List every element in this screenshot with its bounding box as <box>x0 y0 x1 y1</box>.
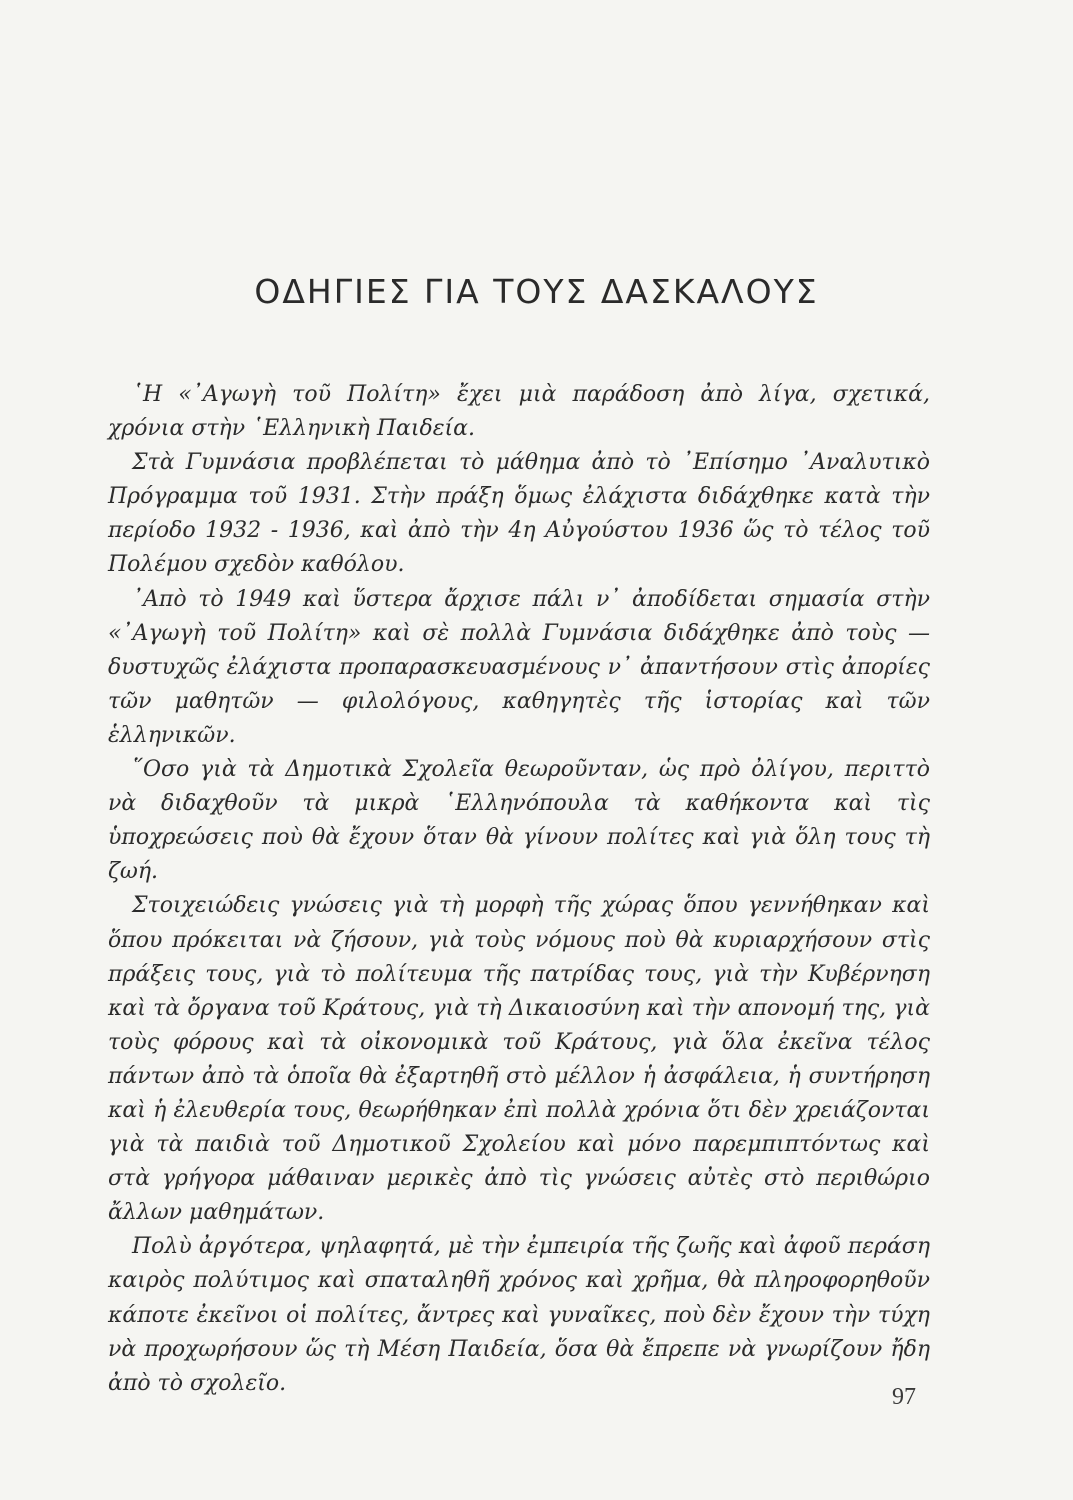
paragraph-4: ῞Οσο γιὰ τὰ Δημοτικὰ Σχολεῖα θεωροῦνταν, ὡς πρὸ ὀλίγου, περιττὸ νὰ διδαχθοῦν τὰ μικρὰ ῾Ελληνόπουλα τὰ καθήκοντα καὶ τὶς ὑποχρεώσεις ποὺ θὰ ἔχουν ὅταν θὰ γίνουν πολίτες καὶ γιὰ ὅλη τους τὴ ζωή. <box>108 757 930 885</box>
paragraph-3: ᾿Απὸ τὸ 1949 καὶ ὕστερα ἄρχισε πάλι ν᾿ ἀποδίδεται σημασία στὴν «᾿Αγωγὴ τοῦ Πολίτη» καὶ σὲ πολλὰ Γυμνάσια διδάχθηκε ἀπὸ τοὺς — δυστυχῶς ἐλάχιστα προπαρασκευασμένους ν᾿ ἀπαντήσουν στὶς ἀπορίες τῶν μαθητῶν — φιλολόγους, καθηγητὲς τῆς ἱστορίας καὶ τῶν ἑλληνικῶν. <box>108 586 930 748</box>
body-text <box>108 378 930 1401</box>
paragraph-1: ῾Η «᾿Αγωγὴ τοῦ Πολίτη» ἔχει μιὰ παράδοση ἀπὸ λίγα, σχετικά, χρόνια στὴν ῾Ελληνικὴ Παιδεία. <box>108 382 930 442</box>
paragraph-5: Στοιχειώδεις γνώσεις γιὰ τὴ μορφὴ τῆς χώρας ὅπου γεννήθηκαν καὶ ὅπου πρόκειται νὰ ζήσουν, γιὰ τοὺς νόμους ποὺ θὰ κυριαρχήσουν στὶς πράξεις τους, γιὰ τὸ πολίτευμα τῆς πατρίδας τους, γιὰ τὴν Κυβέρνηση καὶ τὰ ὄργανα τοῦ Κράτους, γιὰ τὴ Δικαιοσύνη καὶ τὴν απονομή της, γιὰ τοὺς φόρους καὶ τὰ οἰκονομικὰ τοῦ Κράτους, γιὰ ὅλα ἐκεῖνα τέλος πάντων ἀπὸ τὰ ὁποῖα θὰ ἐξαρτηθῆ στὸ μέλλον ἡ ἀσφάλεια, ἡ συντήρηση καὶ ἡ ἐλευθερία τους, θεωρήθηκαν ἐπὶ πολλὰ χρόνια ὅτι δὲν χρειάζονται γιὰ τὰ παιδιὰ τοῦ Δημοτικοῦ Σχολείου καὶ μόνο παρεμπιπτόντως καὶ στὰ γρήγορα μάθαιναν μερικὲς ἀπὸ τὶς γνώσεις αὐτὲς στὸ περιθώριο ἄλλων μαθημάτων. <box>108 893 930 1226</box>
paragraph-6: Πολὺ ἀργότερα, ψηλαφητά, μὲ τὴν ἐμπειρία τῆς ζωῆς καὶ ἀφοῦ περάση καιρὸς πολύτιμος καὶ σπαταληθῆ χρόνος καὶ χρῆμα, θὰ πληροφορηθοῦν κάποτε ἐκεῖνοι οἱ πολίτες, ἄντρες καὶ γυναῖκες, ποὺ δὲν ἔχουν τὴν τύχη νὰ προχωρήσουν ὥς τὴ Μέση Παιδεία, ὅσα θὰ ἔπρεπε νὰ γνωρίζουν ἤδη ἀπὸ τὸ σχολεῖο. <box>108 1234 930 1396</box>
chapter-title: ΟΔΗΓΙΕΣ ΓΙΑ ΤΟΥΣ ΔΑΣΚΑΛΟΥΣ <box>254 272 819 311</box>
page-number: 97 <box>892 1384 916 1410</box>
paragraph-2: Στὰ Γυμνάσια προβλέπεται τὸ μάθημα ἀπὸ τὸ ᾿Επίσημο ᾿Αναλυτικὸ Πρόγραμμα τοῦ 1931. Στὴν πράξη ὅμως ἐλάχιστα διδάχθηκε κατὰ τὴν περίοδο 1932 - 1936, καὶ ἀπὸ τὴν 4η Αὐγούστου 1936 ὥς τὸ τέλος τοῦ Πολέμου σχεδὸν καθόλου. <box>108 450 930 578</box>
